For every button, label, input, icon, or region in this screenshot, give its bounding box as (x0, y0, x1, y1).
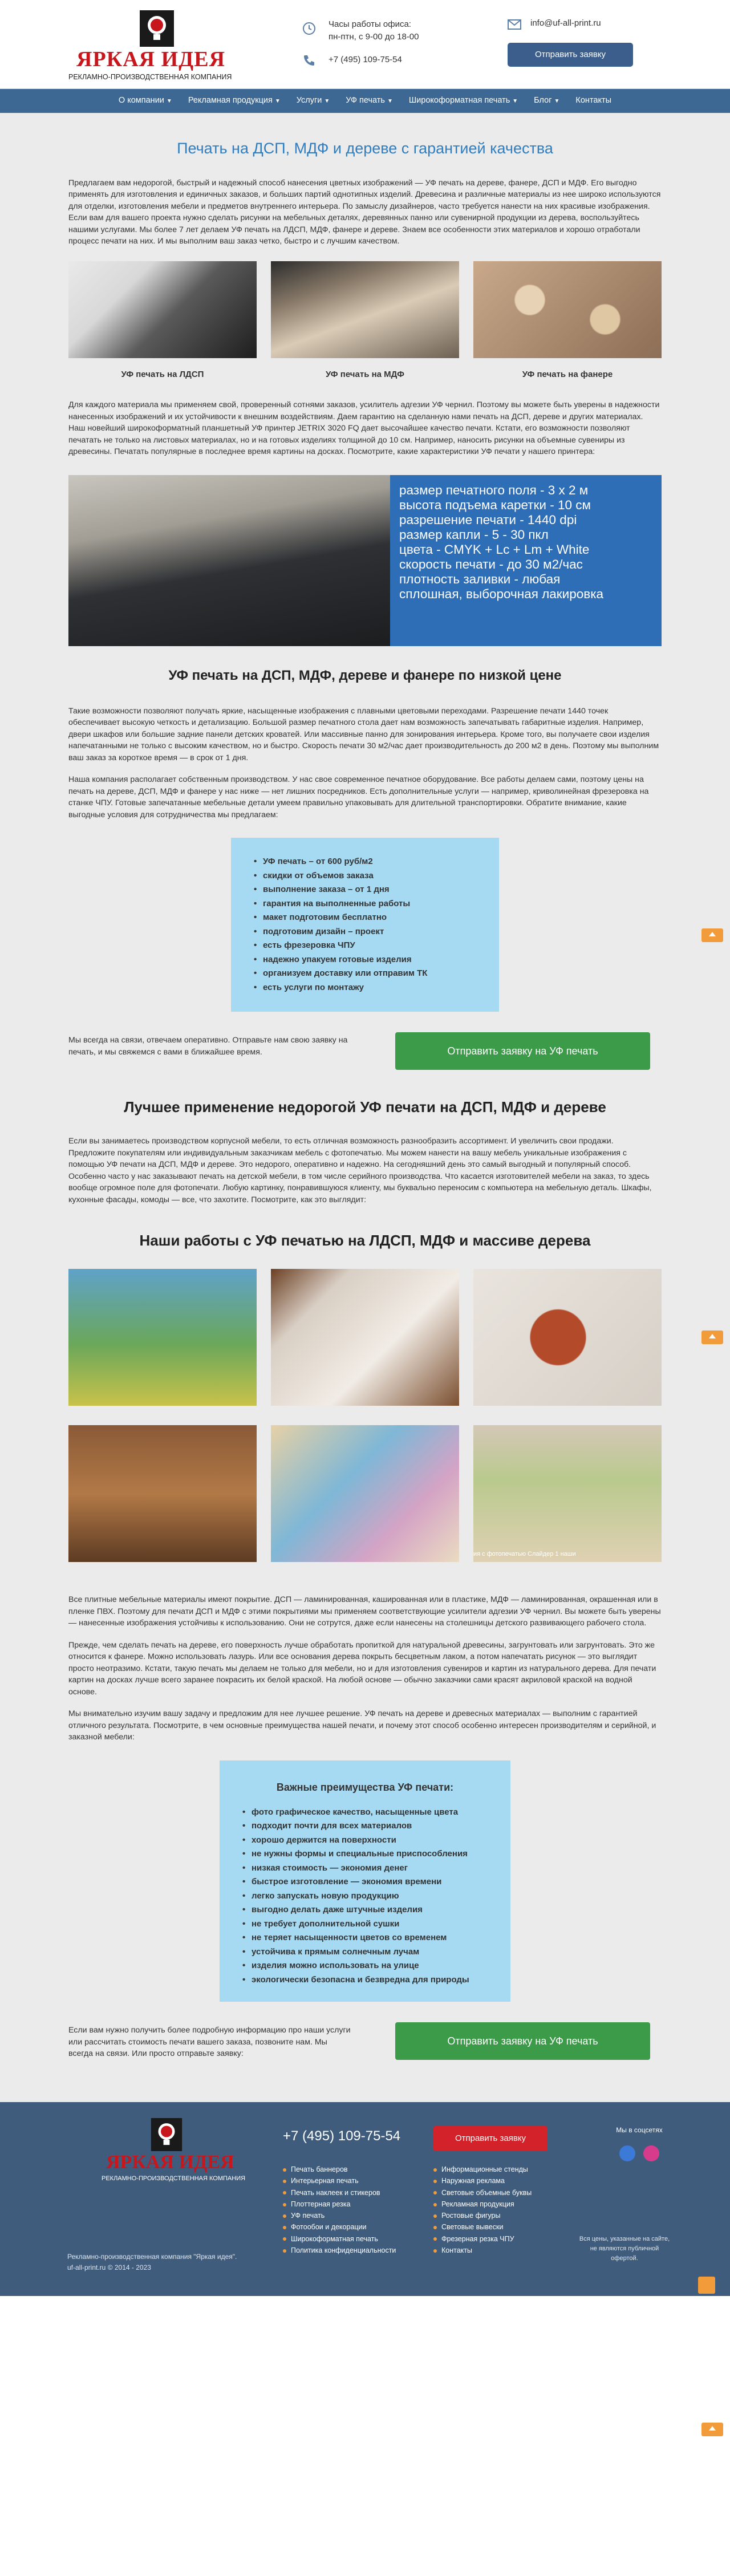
offer-note: Вся цены, указанные на сайте, не являются публичной офертой. (579, 2236, 670, 2262)
footer-link[interactable]: Световые вывески (433, 2221, 532, 2233)
footer-link[interactable]: Информационные стенды (433, 2164, 532, 2175)
footer-link[interactable]: Печать баннеров (283, 2164, 396, 2175)
nav-item-label: Услуги (296, 96, 322, 106)
printer-specs (390, 475, 662, 646)
footer-link[interactable]: Фотообои и декорации (283, 2221, 396, 2233)
chevron-down-icon: ▼ (274, 98, 281, 105)
copyright-years: uf-all-print.ru © 2014 - 2023 (67, 2263, 151, 2271)
footer-link[interactable]: Фрезерная резка ЧПУ (433, 2233, 532, 2245)
example-caption: УФ печать на ЛДСП (121, 369, 204, 379)
nav-item-label: О компании (118, 96, 164, 106)
hours-value: пн-птн, с 9-00 до 18-00 (328, 32, 419, 42)
benefit-item: • гарантия на выполненные работы (254, 897, 488, 911)
example-caption: УФ печать на МДФ (326, 369, 404, 379)
site-footer (0, 2102, 730, 2296)
spec-item: плотность заливки - любая (399, 571, 561, 586)
gallery-photo[interactable] (271, 1269, 459, 1406)
chevron-down-icon: ▼ (324, 98, 330, 105)
instagram-icon[interactable] (643, 2145, 659, 2161)
section-title-low-price: УФ печать на ДСП, МДФ, дереве и фанере по низкой цене (168, 667, 562, 683)
footer-logo-text: ЯРКАЯ ИДЕЯ (106, 2152, 234, 2173)
footer-links-products (433, 2164, 532, 2256)
solution-text: Мы внимательно изучим вашу задачу и предложим для нее лучшее решение. УФ печать на дереве и древесных материалах — выполним с гарантией отличного результата. Посмотрите, в чем основные преимущества нашей печати, и почему этот способ особенно интересен производителям и серийной, и заказной мебели: (68, 1709, 656, 1742)
benefit-item: • выполнение заказа – от 1 дня (254, 883, 488, 897)
ldsp-print-photo (68, 261, 257, 358)
advantage-item: • легко запускать новую продукцию (242, 1889, 488, 1904)
logo-text: ЯРКАЯ ИДЕЯ (76, 47, 226, 71)
example-mdf (271, 261, 459, 382)
chevron-down-icon: ▼ (554, 98, 560, 105)
cta-row-2 (68, 2022, 662, 2062)
email-address[interactable]: info@uf-all-print.ru (530, 18, 601, 28)
phone-number[interactable]: +7 (495) 109-75-54 (328, 55, 402, 64)
benefits-box (231, 838, 499, 1012)
scroll-top-button[interactable] (698, 2277, 715, 2294)
printer-specs-banner (68, 475, 662, 646)
material-examples (68, 261, 662, 382)
gallery-photo[interactable] (473, 1269, 662, 1406)
nav-item-label: УФ печать (346, 96, 385, 106)
nav-item[interactable] (526, 95, 567, 107)
quality-text: Такие возможности позволяют получать яркие, насыщенные изображения с плавными цветовыми переходами. Разрешение печати 1440 точек обеспечивает высокую четкость и детализацию. Большой размер печатного стола дает нам возможность запечатывать габаритные изделия. Например, двери шкафов или большие задние панели детских кроватей. Или массивные панно для зонирования интерьера. Кроме того, вы получаете свои изделия напечатанными не только с высоким качеством, но и быстро. Скорость печати 30 м2/час дает производительность до 200 м2 в день. Поэтому мы выполним ваш заказ за короткое время — в срок от 1 дня. (68, 706, 659, 762)
mail-icon (508, 19, 521, 30)
logo-subtitle: РЕКЛАМНО-ПРОИЗВОДСТВЕННАЯ КОМПАНИЯ (68, 73, 232, 81)
advantage-item: • быстрое изготовление — экономия времени (242, 1875, 488, 1889)
header-request-button[interactable]: Отправить заявку (508, 43, 633, 67)
benefit-item: • макет подготовим бесплатно (254, 911, 488, 925)
footer-link[interactable]: Интерьерная печать (283, 2175, 396, 2186)
lightbulb-logo-icon (151, 2118, 182, 2151)
footer-link[interactable]: Наружная реклама (433, 2175, 532, 2186)
footer-links-services (283, 2164, 396, 2256)
nav-item[interactable] (338, 95, 401, 107)
footer-link[interactable]: Рекламная продукция (433, 2198, 532, 2210)
mdf-print-photo (271, 261, 459, 358)
spec-item: цвета - CMYK + Lc + Lm + White (399, 542, 590, 557)
lightbulb-logo-icon (140, 10, 174, 47)
clock-icon (302, 22, 316, 35)
benefit-item: • есть услуги по монтажу (254, 981, 488, 995)
plywood-print-photo (473, 261, 662, 358)
advantage-item: • не теряет насыщенности цветов со временем (242, 1931, 488, 1945)
spec-item: сплошная, выборочная лакировка (399, 586, 604, 601)
main-nav (0, 89, 730, 113)
spec-item: размер капли - 5 - 30 пкл (399, 527, 549, 542)
benefit-item: • УФ печать – от 600 руб/м2 (254, 855, 488, 869)
uv-request-button[interactable]: Отправить заявку на УФ печать (395, 2022, 650, 2060)
footer-link[interactable]: Ростовые фигуры (433, 2210, 532, 2221)
wood-prep-text: Прежде, чем сделать печать на дереве, его поверхность лучше обработать пропиткой для натуральной древесины, загрунтовать или загрунтовать. Это же относится к фанере. Можно использовать лазурь. Или все основания дерева покрыть бесцветным лаком, а потом напечатать рисунок — это выглядит просто неотразимо. Кстати, такую печать мы делаем не только для мебели, но и для изготовления сувениров и картин из натурального дерева. Для печати картин на досках лучше всего заранее покрасить их белой краской. На любой основе — обычно заказчики сами красят акриловой краской на водной основе. (68, 1640, 656, 1697)
spec-item: высота подъема каретки - 10 см (399, 497, 591, 512)
footer-link[interactable]: УФ печать (283, 2210, 396, 2221)
nav-item-label: Контакты (575, 96, 612, 106)
scroll-top-button[interactable] (701, 1330, 723, 1344)
nav-item[interactable] (180, 95, 289, 107)
advantage-item: • фото графическое качество, насыщенные цвета (242, 1806, 488, 1820)
benefit-item: • организуем доставку или отправим ТК (254, 967, 488, 981)
benefit-item: • подготовим дизайн – проект (254, 925, 488, 939)
gallery-caption: ия с фотопечатью Слайдер 1 наши (473, 1550, 576, 1557)
copyright-company: Рекламно-производственная компания "Яркая идея". (67, 2253, 237, 2261)
benefit-item: • есть фрезеровка ЧПУ (254, 939, 488, 953)
advantages-box (220, 1760, 510, 2002)
gallery-photo[interactable] (271, 1425, 459, 1562)
adhesion-text: Для каждого материала мы применяем свой, проверенный сотнями заказов, усилитель адгезии УФ чернил. Поэтому вы можете быть уверены в надежности нанесенных изображений и их устойчивости к внешним воздействиям. Даем гарантию на сделанную нами печать на ДСП, дереве и других материалах. Наш новейший широкоформатный планшетный УФ принтер JETRIX 3020 FQ дает высочайшее качество печати. Кстати, его возможности позволяют печатать не только на листовых материалах, но и на готовых изделиях толщиной до 10 см. Например, наносить рисунки на объемные сувениры из древесины. Печатать популярные в последнее время картины на досках. Посмотрите, какие характеристики УФ печати у нашего принтера: (68, 400, 660, 456)
nav-item[interactable] (567, 95, 619, 107)
spec-item: скорость печати - до 30 м2/час (399, 557, 583, 571)
footer-link[interactable]: Широкоформатная печать (283, 2233, 396, 2245)
footer-logo-sub: РЕКЛАМНО-ПРОИЗВОДСТВЕННАЯ КОМПАНИЯ (102, 2175, 246, 2182)
benefit-item: • надежно упакуем готовые изделия (254, 953, 488, 967)
footer-phone[interactable]: +7 (495) 109-75-54 (283, 2128, 401, 2144)
advantage-item: • хорошо держится на поверхности (242, 1833, 488, 1848)
site-header (0, 0, 730, 89)
nav-item[interactable] (401, 95, 526, 107)
chevron-down-icon: ▼ (387, 98, 393, 105)
spec-item: размер печатного поля - 3 х 2 м (399, 482, 589, 497)
example-caption: УФ печать на фанере (522, 369, 613, 379)
printer-photo (68, 475, 390, 646)
gallery-photo[interactable] (68, 1425, 257, 1562)
advantage-item: • подходит почти для всех материалов (242, 1819, 488, 1833)
chevron-down-icon: ▼ (512, 98, 518, 105)
cta-row-1 (68, 1032, 662, 1072)
example-plywood (473, 261, 662, 382)
footer-link[interactable]: Политика конфиденциальности (283, 2245, 396, 2256)
logo[interactable] (68, 8, 245, 79)
example-ldsp (68, 261, 257, 382)
materials-text: Все плитные мебельные материалы имеют покрытие. ДСП — ламинированная, кашированная или в пластике, МДФ — ламинированная, окрашенная или в пленке ПВХ. Поэтому для печати ДСП и МДФ с этими покрытиями мы применяем соответствующие усилители адгезии УФ чернил. Вы можете быть уверены — нанесенные изображения устойчивы к использованию. Они не сотрутся, даже если нанесены на столешницы детского развивающего рабочего стола. (68, 1595, 661, 1628)
uv-request-button[interactable]: Отправить заявку на УФ печать (395, 1032, 650, 1070)
section-title-best-use: Лучшее применение недорогой УФ печати на ДСП, МДФ и дереве (124, 1098, 606, 1115)
main-content (0, 113, 730, 2102)
nav-item[interactable] (111, 95, 180, 107)
nav-item-label: Блог (534, 96, 552, 106)
production-text: Наша компания располагает собственным производством. У нас свое современное печатное оборудование. Все работы делаем сами, поэтому цены на печать на дереве, ДСП, МДФ и фанере у нас ниже — нет лишних посредников. Есть дополнительные услуги — например, криволинейная фрезеровка на станке ЧПУ. Готовые запечатанные мебельные детали умеем правильно упаковывать для длительной транспортировки. Обратите внимание, какие выгодные условия для сотрудничества мы предлагаем: (68, 775, 649, 820)
works-gallery (68, 1269, 662, 1562)
advantages-title: Важные преимущества УФ печати: (276, 1781, 454, 1793)
gallery-photo[interactable] (473, 1425, 662, 1562)
chevron-down-icon: ▼ (166, 98, 172, 105)
nav-item-label: Рекламная продукция (188, 96, 273, 106)
furniture-text: Если вы занимаетесь производством корпусной мебели, то есть отличная возможность разнообразить ассортимент. И увеличить свои продажи. Предложите покупателям или индивидуальным заказчикам мебель с фотопечатью. Мы можем нанести на вашу мебель уникальные изображения с помощью УФ печати на ДСП, МДФ и дереве. Это недорого, оперативно и надежно. На сегодняшний день это самый выгодный и популярный способ. Особенно часто у нас заказывают печать на детской мебели, в том числе серийного производства. Что касается изготовителей мебели на заказ, то здесь вообще огромное поле для фотопечати. Любую картинку, понравившуюся клиенту, мы буквально переносим с компьютера на мебельную деталь. Шкафы, кухонные фасады, комоды — все, что захотите. Посмотрите, как это выглядит: (68, 1137, 652, 1204)
footer-link[interactable]: Плоттерная резка (283, 2198, 396, 2210)
benefit-item: • скидки от объемов заказа (254, 869, 488, 883)
scroll-top-button[interactable] (701, 2423, 723, 2436)
social-title: Мы в соцсетях (616, 2126, 663, 2134)
footer-request-button[interactable]: Отправить заявку (433, 2126, 548, 2151)
page-title: Печать на ДСП, МДФ и дереве с гарантией качества (177, 140, 553, 157)
copyright (67, 2252, 237, 2273)
advantage-item: • устойчива к прямым солнечным лучам (242, 1945, 488, 1960)
footer-logo[interactable] (102, 2118, 246, 2186)
cta-text: Если вам нужно получить более подробную информацию про наши услуги или рассчитать стоимость печати вашего заказа, позвоните нам. Мы всегда на связи. Или просто отправьте заявку: (68, 2026, 351, 2058)
footer-link[interactable]: Световые объемные буквы (433, 2187, 532, 2198)
social-links (608, 2125, 671, 2161)
hours-title: Часы работы офиса: (328, 19, 411, 29)
cta-text: Мы всегда на связи, отвечаем оперативно. Отправьте нам свою заявку на печать, и мы свяжемся с вами в ближайшее время. (68, 1036, 348, 1057)
nav-item-label: Широкоформатная печать (408, 96, 510, 106)
footer-link[interactable]: Контакты (433, 2245, 532, 2256)
advantage-item: • не требует дополнительной сушки (242, 1917, 488, 1932)
intro-text: Предлагаем вам недорогой, быстрый и надежный способ нанесения цветных изображений — УФ печать на дереве, фанере, ДСП и МДФ. Его выгодно применять для изготовления и единичных заказов, и больших партий однотипных изделий. Древесина и различные материалы из нее широко используются для отделки, изготовления мебели и предметов внутреннего интерьера. По замыслу дизайнеров, часто требуется нанести на них красивые изображения. Если вам для вашего проекта нужно сделать рисунки на мебельных деталях, деревянных панно или сувенирной продукции из дерева, воспользуйтесь нашими услугами. Мы более 7 лет делаем УФ печать на ЛДСП, МДФ, фанере и дереве. Знаем все особенности этих материалов и хорошо отработали процесс печати на них. И мы выполним ваш заказ четко, быстро и с лучшим качеством. (68, 178, 661, 246)
advantage-item: • выгодно делать даже штучные изделия (242, 1903, 488, 1917)
advantage-item: • экологически безопасна и безвредна для природы (242, 1973, 488, 1987)
advantage-item: • изделия можно использовать на улице (242, 1959, 488, 1973)
advantage-item: • низкая стоимость — экономия денег (242, 1861, 488, 1876)
footer-link[interactable]: Печать наклеек и стикеров (283, 2187, 396, 2198)
spec-item: разрешение печати - 1440 dpi (399, 512, 577, 527)
section-title-works: Наши работы с УФ печатью на ЛДСП, МДФ и массиве дерева (139, 1232, 591, 1249)
advantage-item: • не нужны формы и специальные приспособления (242, 1847, 488, 1861)
gallery-photo[interactable] (68, 1269, 257, 1406)
phone-icon (302, 54, 316, 67)
nav-item[interactable] (289, 95, 338, 107)
vk-icon[interactable] (619, 2145, 635, 2161)
scroll-top-button[interactable] (701, 928, 723, 942)
